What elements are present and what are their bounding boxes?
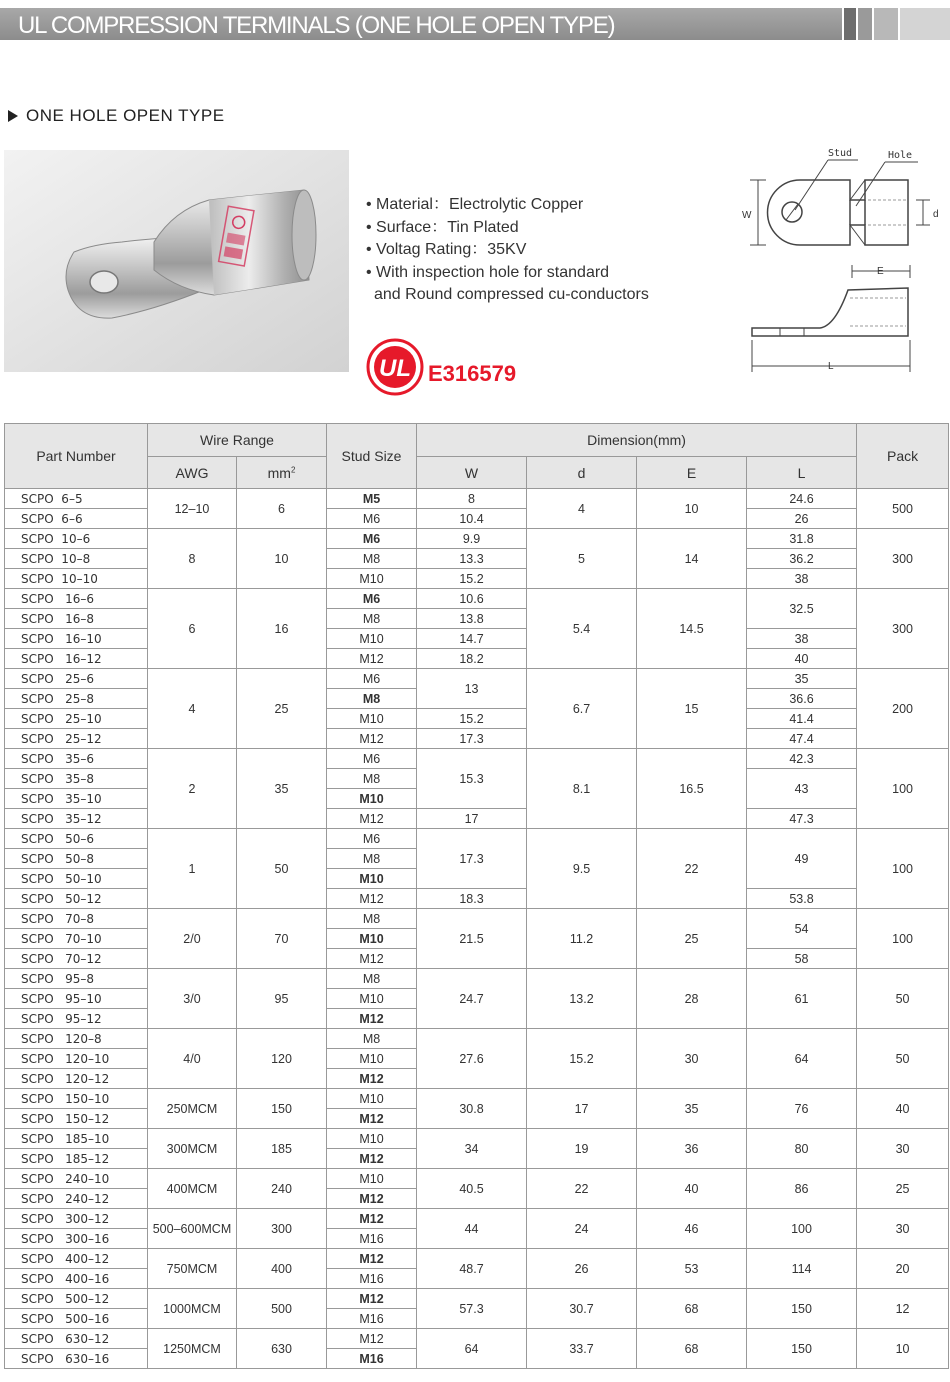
l-cell: 42.3	[747, 749, 857, 769]
awg-cell: 3/0	[148, 969, 237, 1029]
w-cell: 10.6	[417, 589, 527, 609]
stud-cell: M12	[327, 1329, 417, 1349]
d-cell: 6.7	[527, 669, 637, 749]
w-cell: 24.7	[417, 969, 527, 1029]
w-cell: 34	[417, 1129, 527, 1169]
e-cell: 53	[637, 1249, 747, 1289]
l-cell: 150	[747, 1329, 857, 1369]
d-cell: 9.5	[527, 829, 637, 909]
l-cell: 80	[747, 1129, 857, 1169]
d-cell: 33.7	[527, 1329, 637, 1369]
w-cell: 17	[417, 809, 527, 829]
l-cell: 47.3	[747, 809, 857, 829]
awg-cell: 2	[148, 749, 237, 829]
d-cell: 24	[527, 1209, 637, 1249]
w-cell: 15.3	[417, 749, 527, 809]
table-row	[5, 1329, 949, 1349]
stud-cell: M12	[327, 889, 417, 909]
d-cell: 17	[527, 1089, 637, 1129]
mm2-cell: 10	[237, 529, 327, 589]
part-number: SCPO 35–6	[5, 749, 148, 769]
w-cell: 13	[417, 669, 527, 709]
e-cell: 68	[637, 1329, 747, 1369]
awg-cell: 2/0	[148, 909, 237, 969]
header-l: L	[747, 457, 857, 489]
w-cell: 30.8	[417, 1089, 527, 1129]
l-cell: 150	[747, 1289, 857, 1329]
awg-cell: 750MCM	[148, 1249, 237, 1289]
l-cell: 76	[747, 1089, 857, 1129]
part-number: SCPO 6–5	[5, 489, 148, 509]
stud-cell: M6	[327, 509, 417, 529]
l-cell: 54	[747, 909, 857, 949]
l-cell: 24.6	[747, 489, 857, 509]
pack-cell: 30	[857, 1209, 949, 1249]
mm2-cell: 500	[237, 1289, 327, 1329]
part-number: SCPO 10–10	[5, 569, 148, 589]
d-cell: 19	[527, 1129, 637, 1169]
part-number: SCPO 400–16	[5, 1269, 148, 1289]
l-cell: 35	[747, 669, 857, 689]
awg-cell: 1250MCM	[148, 1329, 237, 1369]
l-cell: 38	[747, 629, 857, 649]
table-row	[5, 1169, 949, 1189]
w-cell: 17.3	[417, 729, 527, 749]
stud-cell: M10	[327, 1129, 417, 1149]
part-number: SCPO 500–16	[5, 1309, 148, 1329]
specification-list	[366, 194, 649, 307]
stud-cell: M10	[327, 1169, 417, 1189]
table-row	[5, 529, 949, 549]
l-cell: 26	[747, 509, 857, 529]
w-cell: 57.3	[417, 1289, 527, 1329]
part-number: SCPO 240–12	[5, 1189, 148, 1209]
section-title: ONE HOLE OPEN TYPE	[26, 106, 225, 125]
mm2-cell: 400	[237, 1249, 327, 1289]
e-cell: 68	[637, 1289, 747, 1329]
mm2-cell: 16	[237, 589, 327, 669]
product-photo	[4, 150, 349, 372]
pack-cell: 25	[857, 1169, 949, 1209]
pack-cell: 50	[857, 1029, 949, 1089]
svg-text:UL: UL	[379, 355, 411, 382]
e-cell: 36	[637, 1129, 747, 1169]
stud-cell: M10	[327, 629, 417, 649]
stud-cell: M8	[327, 849, 417, 869]
l-cell: 31.8	[747, 529, 857, 549]
spec-material: • Material：Electrolytic Copper	[366, 196, 584, 213]
l-cell: 43	[747, 769, 857, 809]
table-row	[5, 889, 949, 909]
mm2-cell: 300	[237, 1209, 327, 1249]
table-row	[5, 729, 949, 749]
l-cell: 58	[747, 949, 857, 969]
stud-cell: M10	[327, 709, 417, 729]
svg-text:L: L	[828, 361, 834, 372]
w-cell: 8	[417, 489, 527, 509]
part-number: SCPO 25–8	[5, 689, 148, 709]
awg-cell: 250MCM	[148, 1089, 237, 1129]
table-row	[5, 809, 949, 829]
awg-cell: 4	[148, 669, 237, 749]
part-number: SCPO 150–10	[5, 1089, 148, 1109]
w-cell: 18.2	[417, 649, 527, 669]
table-row	[5, 589, 949, 609]
part-number: SCPO 35–12	[5, 809, 148, 829]
l-cell: 41.4	[747, 709, 857, 729]
stud-cell: M12	[327, 1109, 417, 1129]
e-cell: 30	[637, 1029, 747, 1089]
stud-cell: M16	[327, 1349, 417, 1369]
stud-cell: M6	[327, 829, 417, 849]
stud-cell: M6	[327, 529, 417, 549]
table-row	[5, 489, 949, 509]
terminal-spec-table	[4, 423, 949, 1369]
stud-cell: M10	[327, 1089, 417, 1109]
part-number: SCPO 16–12	[5, 649, 148, 669]
table-row	[5, 1249, 949, 1269]
awg-cell: 1	[148, 829, 237, 909]
stud-cell: M16	[327, 1269, 417, 1289]
w-cell: 15.2	[417, 569, 527, 589]
part-number: SCPO 10–8	[5, 549, 148, 569]
part-number: SCPO 25–12	[5, 729, 148, 749]
d-cell: 11.2	[527, 909, 637, 969]
part-number: SCPO 35–8	[5, 769, 148, 789]
part-number: SCPO 50–6	[5, 829, 148, 849]
mm2-cell: 630	[237, 1329, 327, 1369]
stud-cell: M12	[327, 729, 417, 749]
pack-cell: 50	[857, 969, 949, 1029]
header-wire-range: Wire Range	[148, 424, 327, 457]
mm2-cell: 95	[237, 969, 327, 1029]
pack-cell: 500	[857, 489, 949, 529]
l-cell: 114	[747, 1249, 857, 1289]
page-title: UL COMPRESSION TERMINALS (ONE HOLE OPEN TYPE)	[18, 12, 615, 39]
e-cell: 14	[637, 529, 747, 589]
part-number: SCPO 16–6	[5, 589, 148, 609]
triangle-bullet-icon	[8, 110, 18, 122]
l-cell: 53.8	[747, 889, 857, 909]
pack-cell: 100	[857, 749, 949, 829]
d-cell: 5	[527, 529, 637, 589]
d-cell: 15.2	[527, 1029, 637, 1089]
spec-inspection: • With inspection hole for standard	[366, 263, 610, 281]
svg-text:Hole: Hole	[888, 150, 913, 161]
stud-cell: M8	[327, 769, 417, 789]
l-cell: 38	[747, 569, 857, 589]
page-header	[0, 0, 950, 42]
w-cell: 44	[417, 1209, 527, 1249]
part-number: SCPO 50–8	[5, 849, 148, 869]
l-cell: 100	[747, 1209, 857, 1249]
d-cell: 13.2	[527, 969, 637, 1029]
dimension-diagram	[740, 140, 945, 380]
pack-cell: 10	[857, 1329, 949, 1369]
d-cell: 5.4	[527, 589, 637, 669]
w-cell: 13.3	[417, 549, 527, 569]
w-cell: 48.7	[417, 1249, 527, 1289]
d-cell: 30.7	[527, 1289, 637, 1329]
e-cell: 25	[637, 909, 747, 969]
stud-cell: M8	[327, 549, 417, 569]
header-stripe	[900, 8, 950, 40]
pack-cell: 100	[857, 909, 949, 969]
mm2-cell: 35	[237, 749, 327, 829]
awg-cell: 1000MCM	[148, 1289, 237, 1329]
l-cell: 40	[747, 649, 857, 669]
w-cell: 9.9	[417, 529, 527, 549]
stud-cell: M6	[327, 589, 417, 609]
header-dimension: Dimension(mm)	[417, 424, 857, 457]
awg-cell: 300MCM	[148, 1129, 237, 1169]
part-number: SCPO 70–10	[5, 929, 148, 949]
l-cell: 49	[747, 829, 857, 889]
awg-cell: 12–10	[148, 489, 237, 529]
part-number: SCPO 50–12	[5, 889, 148, 909]
stud-cell: M10	[327, 989, 417, 1009]
stud-cell: M10	[327, 1049, 417, 1069]
mm2-cell: 185	[237, 1129, 327, 1169]
stud-cell: M5	[327, 489, 417, 509]
e-cell: 15	[637, 669, 747, 749]
header-part-number: Part Number	[5, 424, 148, 489]
part-number: SCPO 300–12	[5, 1209, 148, 1229]
l-cell: 36.6	[747, 689, 857, 709]
part-number: SCPO 35–10	[5, 789, 148, 809]
stud-cell: M8	[327, 689, 417, 709]
section-heading	[8, 106, 225, 126]
table-row	[5, 909, 949, 929]
mm2-cell: 120	[237, 1029, 327, 1089]
header-awg: AWG	[148, 457, 237, 489]
svg-text:d: d	[933, 209, 939, 220]
stud-cell: M10	[327, 789, 417, 809]
l-cell: 36.2	[747, 549, 857, 569]
table-row	[5, 1209, 949, 1229]
stud-cell: M10	[327, 569, 417, 589]
pack-cell: 20	[857, 1249, 949, 1289]
header-stripe	[874, 8, 898, 40]
pack-cell: 30	[857, 1129, 949, 1169]
certification-number: E316579	[428, 361, 517, 386]
stud-cell: M8	[327, 1029, 417, 1049]
stud-cell: M12	[327, 649, 417, 669]
table-row	[5, 1129, 949, 1149]
svg-text:W: W	[742, 210, 752, 221]
part-number: SCPO 6–6	[5, 509, 148, 529]
svg-text:E: E	[877, 266, 884, 277]
table-row	[5, 709, 949, 729]
part-number: SCPO 95–8	[5, 969, 148, 989]
table-row	[5, 549, 949, 569]
stud-cell: M8	[327, 909, 417, 929]
spec-inspection-cont: and Round compressed cu-conductors	[374, 286, 649, 303]
part-number: SCPO 10–6	[5, 529, 148, 549]
part-number: SCPO 16–10	[5, 629, 148, 649]
w-cell: 40.5	[417, 1169, 527, 1209]
stud-cell: M12	[327, 1009, 417, 1029]
header-stripe	[844, 8, 856, 40]
header-stripe	[858, 8, 872, 40]
part-number: SCPO 50–10	[5, 869, 148, 889]
w-cell: 18.3	[417, 889, 527, 909]
l-cell: 47.4	[747, 729, 857, 749]
e-cell: 40	[637, 1169, 747, 1209]
table-row	[5, 669, 949, 689]
table-row	[5, 829, 949, 849]
part-number: SCPO 120–12	[5, 1069, 148, 1089]
part-number: SCPO 120–10	[5, 1049, 148, 1069]
e-cell: 35	[637, 1089, 747, 1129]
mm2-cell: 240	[237, 1169, 327, 1209]
stud-cell: M12	[327, 1209, 417, 1229]
w-cell: 27.6	[417, 1029, 527, 1089]
l-cell: 64	[747, 1029, 857, 1089]
header-pack: Pack	[857, 424, 949, 489]
table-row	[5, 1289, 949, 1309]
awg-cell: 400MCM	[148, 1169, 237, 1209]
ul-logo	[366, 338, 424, 396]
part-number: SCPO 630–12	[5, 1329, 148, 1349]
part-number: SCPO 70–8	[5, 909, 148, 929]
w-cell: 64	[417, 1329, 527, 1369]
part-number: SCPO 185–10	[5, 1129, 148, 1149]
pack-cell: 200	[857, 669, 949, 749]
spec-voltage: • Voltag Rating：35KV	[366, 241, 527, 258]
stud-cell: M12	[327, 1069, 417, 1089]
header-d: d	[527, 457, 637, 489]
stud-cell: M8	[327, 969, 417, 989]
part-number: SCPO 185–12	[5, 1149, 148, 1169]
mm2-cell: 70	[237, 909, 327, 969]
part-number: SCPO 25–10	[5, 709, 148, 729]
stud-cell: M6	[327, 669, 417, 689]
stud-cell: M10	[327, 929, 417, 949]
part-number: SCPO 16–8	[5, 609, 148, 629]
part-number: SCPO 400–12	[5, 1249, 148, 1269]
e-cell: 14.5	[637, 589, 747, 669]
stud-cell: M8	[327, 609, 417, 629]
pack-cell: 100	[857, 829, 949, 909]
e-cell: 28	[637, 969, 747, 1029]
stud-cell: M16	[327, 1229, 417, 1249]
header-w: W	[417, 457, 527, 489]
part-number: SCPO 95–10	[5, 989, 148, 1009]
w-cell: 14.7	[417, 629, 527, 649]
part-number: SCPO 150–12	[5, 1109, 148, 1129]
d-cell: 4	[527, 489, 637, 529]
part-number: SCPO 95–12	[5, 1009, 148, 1029]
table-row	[5, 1089, 949, 1109]
mm2-cell: 6	[237, 489, 327, 529]
stud-cell: M16	[327, 1309, 417, 1329]
w-cell: 13.8	[417, 609, 527, 629]
awg-cell: 500–600MCM	[148, 1209, 237, 1249]
header-stud-size: Stud Size	[327, 424, 417, 489]
stud-cell: M12	[327, 1249, 417, 1269]
table-row	[5, 569, 949, 589]
pack-cell: 40	[857, 1089, 949, 1129]
table-row	[5, 509, 949, 529]
pack-cell: 300	[857, 589, 949, 669]
stud-cell: M12	[327, 949, 417, 969]
e-cell: 22	[637, 829, 747, 909]
w-cell: 10.4	[417, 509, 527, 529]
stud-cell: M12	[327, 1149, 417, 1169]
stud-cell: M10	[327, 869, 417, 889]
stud-cell: M12	[327, 809, 417, 829]
w-cell: 21.5	[417, 909, 527, 969]
d-cell: 8.1	[527, 749, 637, 829]
svg-text:Stud: Stud	[828, 148, 853, 159]
header-e: E	[637, 457, 747, 489]
part-number: SCPO 70–12	[5, 949, 148, 969]
w-cell: 15.2	[417, 709, 527, 729]
w-cell: 17.3	[417, 829, 527, 889]
l-cell: 32.5	[747, 589, 857, 629]
mm2-cell: 25	[237, 669, 327, 749]
stud-cell: M12	[327, 1189, 417, 1209]
spec-surface: • Surface：Tin Plated	[366, 218, 519, 236]
part-number: SCPO 500–12	[5, 1289, 148, 1309]
l-cell: 86	[747, 1169, 857, 1209]
table-row	[5, 629, 949, 649]
e-cell: 46	[637, 1209, 747, 1249]
mm2-cell: 150	[237, 1089, 327, 1129]
e-cell: 16.5	[637, 749, 747, 829]
header-mm2: $mm^2$	[237, 457, 327, 489]
awg-cell: 4/0	[148, 1029, 237, 1089]
awg-cell: 8	[148, 529, 237, 589]
part-number: SCPO 630–16	[5, 1349, 148, 1369]
part-number: SCPO 25–6	[5, 669, 148, 689]
table-row	[5, 969, 949, 989]
stud-cell: M12	[327, 1289, 417, 1309]
pack-cell: 300	[857, 529, 949, 589]
l-cell: 61	[747, 969, 857, 1029]
awg-cell: 6	[148, 589, 237, 669]
e-cell: 10	[637, 489, 747, 529]
mm2-cell: 50	[237, 829, 327, 909]
d-cell: 22	[527, 1169, 637, 1209]
part-number: SCPO 240–10	[5, 1169, 148, 1189]
table-row	[5, 749, 949, 769]
part-number: SCPO 120–8	[5, 1029, 148, 1049]
d-cell: 26	[527, 1249, 637, 1289]
table-row	[5, 649, 949, 669]
part-number: SCPO 300–16	[5, 1229, 148, 1249]
stud-cell: M6	[327, 749, 417, 769]
table-row	[5, 1029, 949, 1049]
pack-cell: 12	[857, 1289, 949, 1329]
